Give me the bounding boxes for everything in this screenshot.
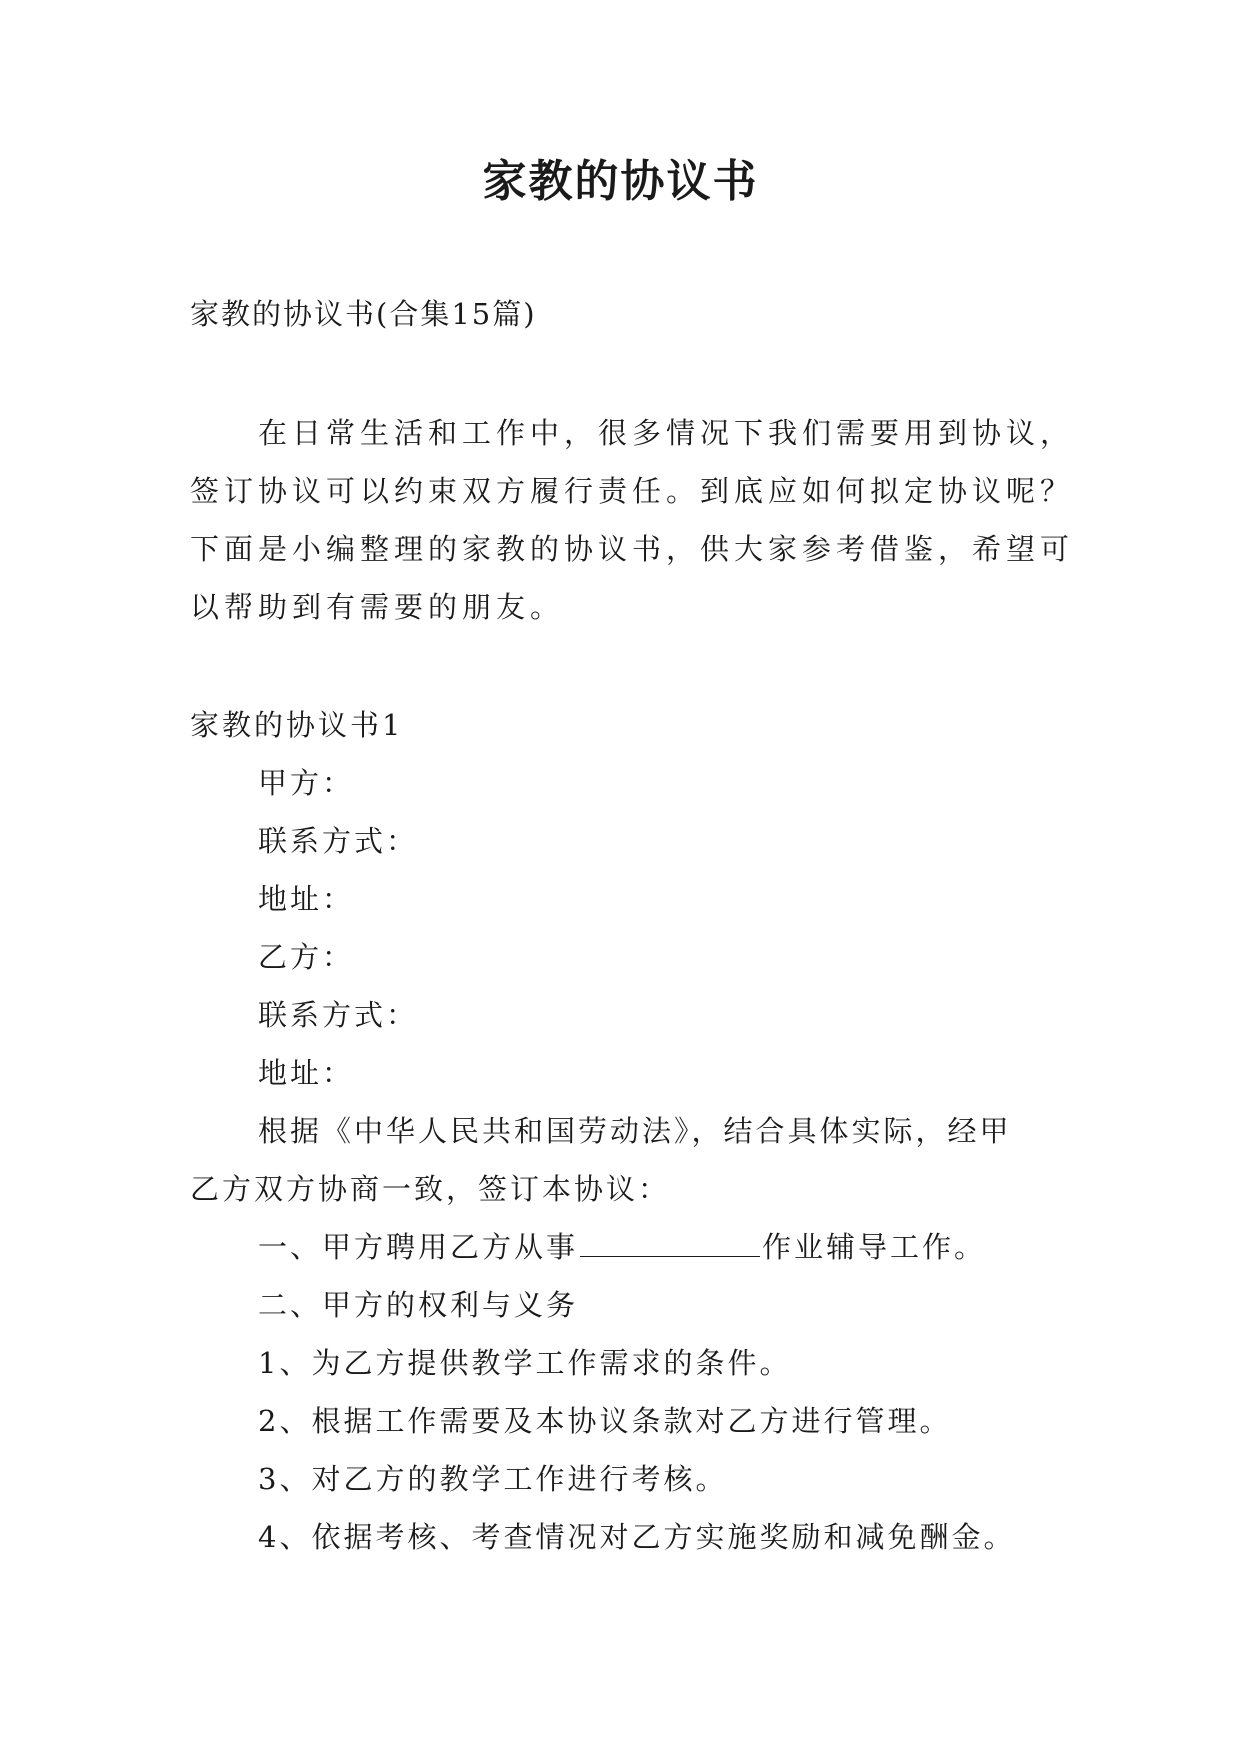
clause-1 [190,1218,1070,1276]
document-subtitle: 家教的协议书(合集15篇) [190,297,537,331]
list-item: 1、为乙方提供教学工作需求的条件。 [258,1346,792,1380]
party-a-address-label: 地址： [258,882,355,916]
list-item: 4、依据考核、考查情况对乙方实施奖励和减免酬金。 [258,1520,1016,1554]
party-b-label: 乙方： [258,940,355,974]
section-heading: 家教的协议书1 [190,708,404,742]
clause-1-text-after: 作业辅导工作。 [762,1230,987,1264]
clause-2: 二、甲方的权利与义务 [258,1288,579,1322]
intro-paragraph [190,404,1075,636]
party-b-contact-label: 联系方式： [258,998,419,1032]
intro-line: 下面是小编整理的家教的协议书，供大家参考借鉴，希望可 [190,532,1075,566]
party-a-label: 甲方： [258,766,355,800]
document-title: 家教的协议书 [482,156,759,207]
basis-line: 乙方双方协商一致，签订本协议： [190,1172,671,1206]
fill-in-blank [580,1224,760,1257]
clause-1-text-before: 一、甲方聘用乙方从事 [258,1230,579,1264]
agreement-section [190,696,1070,1566]
party-a-contact-label: 联系方式： [258,824,419,858]
intro-line: 签订协议可以约束双方履行责任。到底应如何拟定协议呢？ [190,474,1075,508]
basis-line: 根据《中华人民共和国劳动法》，结合具体实际，经甲 [258,1114,1012,1148]
list-item: 2、根据工作需要及本协议条款对乙方进行管理。 [258,1404,952,1438]
intro-line: 在日常生活和工作中，很多情况下我们需要用到协议， [258,416,1075,450]
party-b-address-label: 地址： [258,1056,355,1090]
list-item: 3、对乙方的教学工作进行考核。 [258,1462,728,1496]
intro-line: 以帮助到有需要的朋友。 [190,590,565,624]
